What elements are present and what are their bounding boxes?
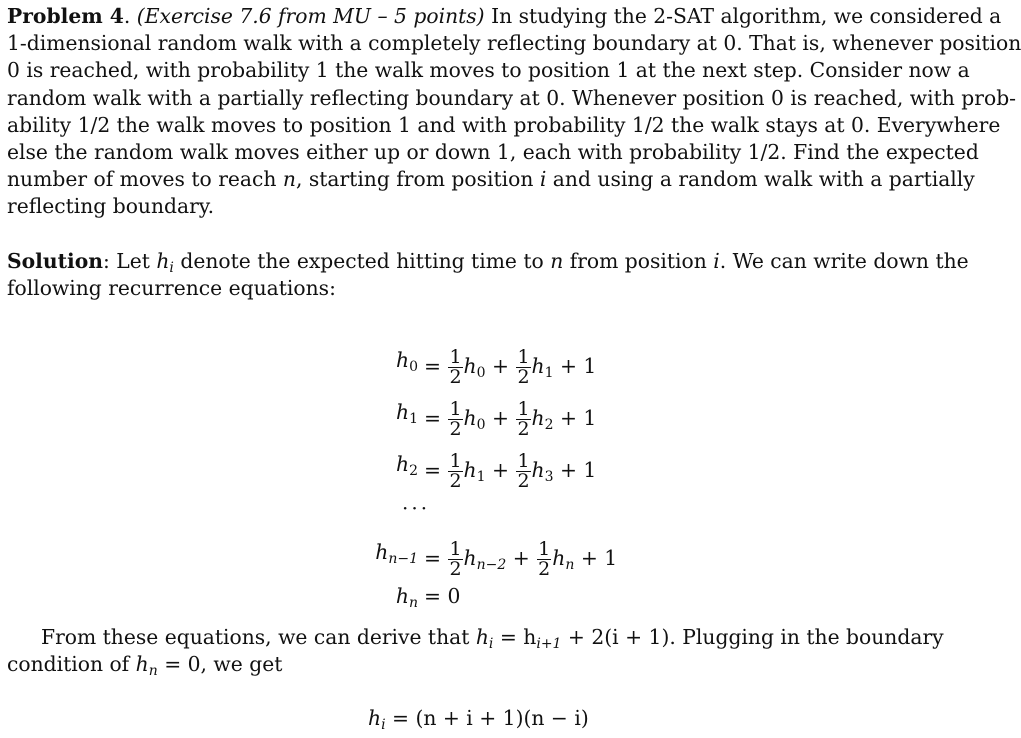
problem-paragraph: [7, 3, 1021, 221]
document-page: Problem 4. (Exercise 7.6 from MU – 5 points) In studying the 2-SAT algorithm, we considered a 1-dimensional random walk with a completely reflecting boundary at 0. That is, whenever position 0 is reached, with probability 1 the walk moves to position 1 at the next step. Consider now a random walk with a partially reflecting boundary at 0. Whenever position 0 is reached, with prob- ability 1/2 the walk moves to position 1 and with probability 1/2 the walk stays at 0. Everywhere else the random walk moves either up or down 1, each with probability 1/2. Find the expected number of moves to reach n, starting from position i and using a random walk with a partially reflecting boundary. Solution: Let $h_i$ denote the expected hitting time to n from position i. We can write down the following recurrence equations: $h_0$ = $\frac{1}{2}$ $h_0$ + $\frac{1}{2}$ $h_1 + 1$ $h_1$ = $\frac{1}{2}$ $h_0$ + $\frac{1}{2}$ $h_2 + 1$ $h_2$ = $\frac{1}{2}$ $h_1$ + $\frac{1}{2}$ $h_3 + 1$ ··· $h_{n-1}$ = $\frac{1}{2}$ $h_{n-2}$ + $\frac{1}{2}$ $h_n + 1$ $h_n$ = 0 From these equations, we can derive that $h_i = h_{i+1} + 2(i + 1)$. Plugging in the boundary condition of $h_n = 0$, we get $h_i = (n + i + 1)(n - i)$: [7, 4, 1021, 733]
problem-line-5: ability 1/2 the walk moves to position 1 and with probability 1/2 the walk stays at 0. Everywhere: [7, 112, 1001, 137]
problem-line-8: reflecting boundary.: [7, 194, 215, 219]
solution-paragraph: [7, 248, 969, 302]
problem-line-1: Problem 4. (Exercise 7.6 from MU – 5 points) In studying the 2-SAT algorithm, we considered a: [7, 4, 1002, 28]
problem-line-2: 1-dimensional random walk with a completely reflecting boundary at 0. That is, whenever position: [7, 31, 1021, 56]
derivation-line-2: condition of $h_n = 0$, we get: [7, 652, 283, 680]
problem-line-7: number of moves to reach n, starting from position i and using a random walk with a partially: [7, 167, 975, 192]
problem-line-6: else the random walk moves either up or down 1, each with probability 1/2. Find the expected: [7, 140, 979, 165]
solution-heading: Solution: [7, 249, 103, 273]
derivation-line-1: From these equations, we can derive that $h_i = h_{i+1} + 2(i + 1)$. Plugging in the boundary: [41, 625, 944, 652]
problem-text: In studying the 2-SAT algorithm, we considered a: [491, 4, 1002, 28]
problem-line-3: 0 is reached, with probability 1 the walk moves to position 1 at the next step. Consider now a: [7, 58, 970, 83]
solution-line-2: following recurrence equations:: [7, 276, 336, 301]
problem-source: (Exercise 7.6 from MU – 5 points): [136, 4, 485, 28]
solution-line-1: Solution: Let $h_i$ denote the expected hitting time to n from position i. We can write down the: [7, 249, 969, 276]
derivation-paragraph: [7, 624, 944, 680]
problem-line-4: random walk with a partially reflecting boundary at 0. Whenever position 0 is reached, with prob-: [7, 85, 1017, 110]
problem-heading: Problem 4: [7, 4, 124, 28]
equation-ellipsis: ···: [402, 496, 431, 520]
final-equation: $h_i = (n + i + 1)(n - i)$: [368, 706, 589, 733]
